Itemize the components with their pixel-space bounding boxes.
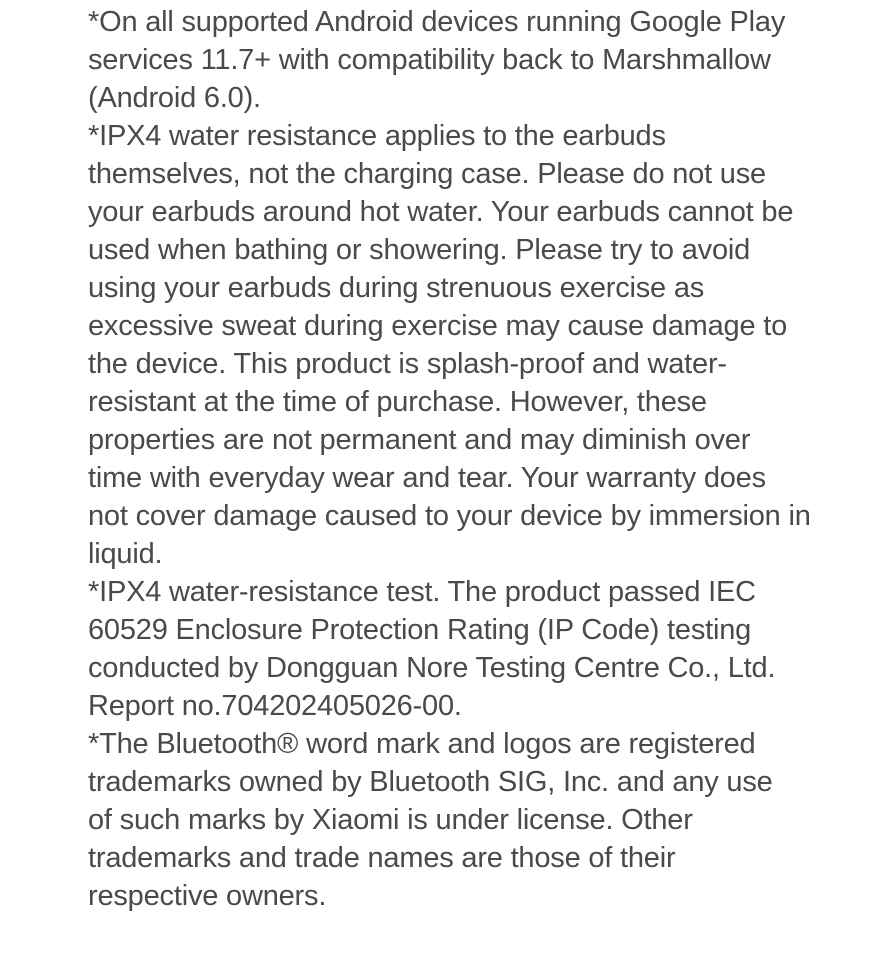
footnotes-section <box>88 3 826 915</box>
footnote-ipx4-water-resistance: *IPX4 water resistance applies to the earbuds themselves, not the charging case. Please do not use your earbuds around hot water. Your earbuds cannot be used when bathing or showering. Please try to avoid using your earbuds during strenuous exercise as excessive sweat during exercise may cause damage to the device. This product is splash-proof and water-resistant at the time of purchase. However, these properties are not permanent and may diminish over time with everyday wear and tear. Your warranty does not cover damage caused to your device by immersion in liquid. <box>88 120 811 570</box>
footnote-ipx4-test-report: *IPX4 water-resistance test. The product passed IEC 60529 Enclosure Protection Rating (IP Code) testing conducted by Dongguan Nore Testing Centre Co., Ltd. Report no.704202405026-00. <box>88 576 776 722</box>
footnote-bluetooth-trademark: *The Bluetooth® word mark and logos are registered trademarks owned by Bluetooth SIG, Inc. and any use of such marks by Xiaomi is under license. Other trademarks and trade names are those of their respective owners. <box>88 728 773 912</box>
footnote-android-compatibility: *On all supported Android devices running Google Play services 11.7+ with compatibility back to Marshmallow (Android 6.0). <box>88 6 786 114</box>
